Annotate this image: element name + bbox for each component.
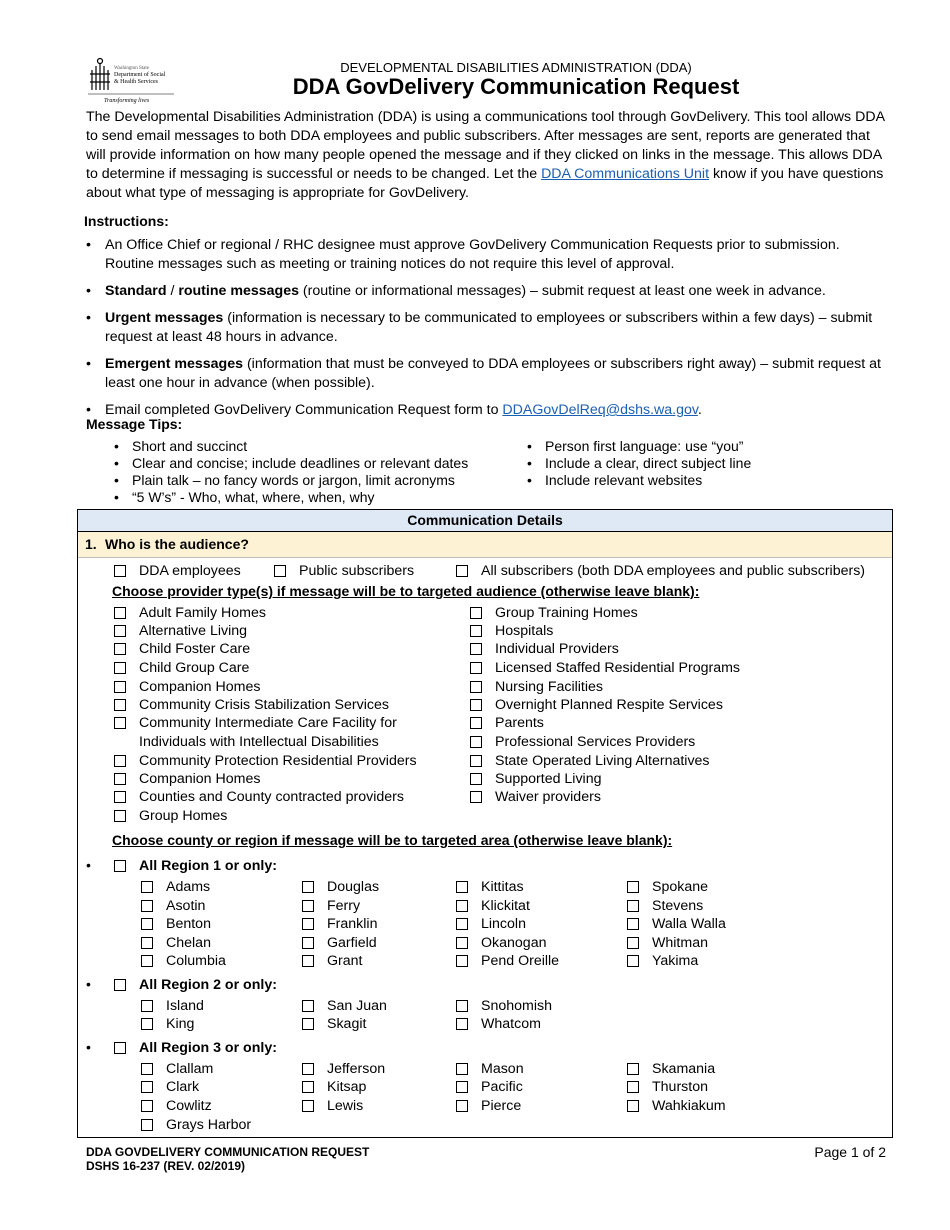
checkbox[interactable] [114,681,126,693]
tip-item: • Clear and concise; include deadlines or relevant dates [114,455,468,472]
provider-option[interactable]: Counties and County contracted providers [114,788,404,806]
checkbox[interactable] [302,1081,314,1093]
audience-option[interactable]: DDA employees [114,562,241,580]
checkbox[interactable] [114,755,126,767]
tip-item: • Person first language: use “you” [527,438,751,455]
checkbox[interactable] [141,937,153,949]
question-audience: 1. Who is the audience? [78,532,892,558]
bullet: • [86,1039,91,1055]
checkbox[interactable] [470,643,482,655]
county-option[interactable]: Kittitas [456,878,524,896]
checkbox[interactable] [141,1081,153,1093]
instruction-item: • Emergent messages (information that must be conveyed to DDA employees or subscribers right away) – submit request at least one hour in advance (when possible). [86,355,886,393]
checkbox[interactable] [627,1081,639,1093]
checkbox[interactable] [114,565,126,577]
provider-option[interactable]: Professional Services Providers [470,733,695,751]
tip-item: • Include relevant websites [527,472,751,489]
provider-option[interactable]: Community Intermediate Care Facility for [114,714,397,732]
tip-item: • Short and succinct [114,438,468,455]
county-option[interactable]: Pacific [456,1078,523,1096]
checkbox[interactable] [141,1100,153,1112]
checkbox[interactable] [141,1000,153,1012]
county-option[interactable]: Walla Walla [627,915,726,933]
region-3-option[interactable]: All Region 3 or only: [114,1039,277,1057]
tips-left-list [114,438,468,506]
county-option[interactable]: Lincoln [456,915,526,933]
county-option[interactable]: Jefferson [302,1060,385,1078]
county-option[interactable]: Kitsap [302,1078,366,1096]
checkbox[interactable] [302,881,314,893]
instruction-item: • An Office Chief or regional / RHC designee must approve GovDelivery Communication Requests prior to submission. Routine messages such as meeting or training notices do not require this level of approval. [86,236,886,274]
checkbox[interactable] [141,881,153,893]
checkbox[interactable] [302,918,314,930]
instruction-item: • Email completed GovDelivery Communication Request form to DDAGovDelReq@dshs.wa.gov. [86,401,886,420]
checkbox[interactable] [470,755,482,767]
county-option[interactable]: Pend Oreille [456,952,559,970]
county-option[interactable]: Cowlitz [141,1097,212,1115]
county-option[interactable]: Okanogan [456,934,546,952]
provider-option[interactable]: Community Crisis Stabilization Services [114,696,389,714]
checkbox[interactable] [627,918,639,930]
county-option[interactable]: Island [141,997,204,1015]
checkbox[interactable] [114,662,126,674]
bullet: • [86,857,91,873]
county-option[interactable]: Franklin [302,915,377,933]
checkbox[interactable] [456,1018,468,1030]
county-option[interactable]: Stevens [627,897,703,915]
county-option[interactable]: San Juan [302,997,387,1015]
checkbox[interactable] [302,937,314,949]
provider-option[interactable]: Waiver providers [470,788,601,806]
checkbox[interactable] [302,900,314,912]
checkbox[interactable] [456,900,468,912]
checkbox[interactable] [302,955,314,967]
form-footer [86,1145,369,1173]
checkbox[interactable] [627,1100,639,1112]
county-option[interactable]: Columbia [141,952,226,970]
provider-option[interactable]: Group Homes [114,807,227,825]
provider-option[interactable]: Group Training Homes [470,604,638,622]
tip-item: • Plain talk – no fancy words or jargon, limit acronyms [114,472,468,489]
intro-paragraph: The Developmental Disabilities Administration (DDA) is using a communications tool through GovDelivery. This tool allows DDA to send email messages to both DDA employees and public subscribers. After messages are sent, reports are generated that will provide information on how many people opened the message and if they clicked on links in the message. This allows DDA to determine if messaging is successful or needs to be changed. Let the DDA Communications Unit know if you have questions about what type of messaging is appropriate for GovDelivery. [86,109,885,201]
svg-text:Transforming lives: Transforming lives [104,98,150,104]
tip-item: • “5 W’s” - Who, what, where, when, why [114,489,468,506]
audience-option[interactable]: Public subscribers [274,562,414,580]
checkbox[interactable] [274,565,286,577]
communications-unit-link[interactable]: DDA Communications Unit [541,166,710,182]
provider-option[interactable]: Companion Homes [114,770,260,788]
county-option[interactable]: Ferry [302,897,360,915]
checkbox[interactable] [470,717,482,729]
county-option[interactable]: Skagit [302,1015,366,1033]
checkbox[interactable] [470,662,482,674]
checkbox[interactable] [302,1018,314,1030]
tip-item: • Include a clear, direct subject line [527,455,751,472]
checkbox[interactable] [141,1018,153,1030]
checkbox[interactable] [141,1119,153,1131]
provider-option[interactable]: Supported Living [470,770,601,788]
checkbox[interactable] [627,900,639,912]
bullet: • [86,976,91,992]
checkbox[interactable] [114,1042,126,1054]
county-option[interactable]: Asotin [141,897,205,915]
checkbox[interactable] [627,881,639,893]
checkbox[interactable] [627,937,639,949]
provider-heading: Choose provider type(s) if message will be to targeted audience (otherwise leave blank): [112,583,700,599]
county-option[interactable]: Adams [141,878,210,896]
county-option[interactable]: Benton [141,915,211,933]
tips-right-list [527,438,751,489]
county-option[interactable]: Mason [456,1060,524,1078]
checkbox[interactable] [627,955,639,967]
provider-option[interactable]: Individual Providers [470,640,619,658]
instruction-item: • Urgent messages (information is necessary to be communicated to employees or subscribers within a few days) – submit request at least 48 hours in advance. [86,309,886,347]
provider-option[interactable]: Child Group Care [114,659,249,677]
county-option[interactable]: Douglas [302,878,379,896]
svg-text:Washington State: Washington State [114,66,150,71]
form-name: DDA GOVDELIVERY COMMUNICATION REQUEST [86,1145,370,1159]
checkbox[interactable] [456,937,468,949]
provider-option[interactable]: Alternative Living [114,622,247,640]
provider-option[interactable]: Companion Homes [114,678,260,696]
county-option[interactable]: Lewis [302,1097,363,1115]
checkbox[interactable] [470,625,482,637]
checkbox[interactable] [114,791,126,803]
county-option[interactable]: Yakima [627,952,698,970]
form-number: DSHS 16-237 (REV. 02/2019) [86,1159,245,1173]
checkbox[interactable] [456,1063,468,1075]
checkbox[interactable] [114,860,126,872]
instructions-list [86,236,886,428]
county-option[interactable]: King [141,1015,194,1033]
provider-option[interactable]: Licensed Staffed Residential Programs [470,659,740,677]
checkbox[interactable] [470,736,482,748]
section-heading: Communication Details [78,510,892,532]
checkbox[interactable] [302,1100,314,1112]
checkbox[interactable] [456,565,468,577]
county-option[interactable]: Skamania [627,1060,715,1078]
county-option[interactable]: Spokane [627,878,708,896]
checkbox[interactable] [470,699,482,711]
provider-option-continued: Individuals with Intellectual Disabilities [139,734,379,750]
county-option[interactable]: Garfield [302,934,377,952]
county-option[interactable]: Snohomish [456,997,552,1015]
checkbox[interactable] [141,900,153,912]
checkbox[interactable] [456,881,468,893]
provider-option[interactable]: Nursing Facilities [470,678,603,696]
tips-heading: Message Tips: [86,416,183,432]
checkbox[interactable] [627,1063,639,1075]
page-title: DDA GovDelivery Communication Request [292,74,740,99]
checkbox[interactable] [302,1063,314,1075]
county-option[interactable]: Thurston [627,1078,708,1096]
county-option[interactable]: Whatcom [456,1015,541,1033]
audience-option[interactable]: All subscribers (both DDA employees and public subscribers) [456,562,865,580]
page-number: Page 1 of 2 [814,1144,886,1160]
county-option[interactable]: Grant [302,952,362,970]
checkbox[interactable] [470,607,482,619]
instructions-heading: Instructions: [84,213,169,229]
county-option[interactable]: Pierce [456,1097,521,1115]
checkbox[interactable] [141,1063,153,1075]
region-2-option[interactable]: All Region 2 or only: [114,976,277,994]
checkbox[interactable] [114,643,126,655]
email-link[interactable]: DDAGovDelReq@dshs.wa.gov [502,402,698,418]
checkbox[interactable] [456,955,468,967]
checkbox[interactable] [302,1000,314,1012]
checkbox[interactable] [456,1081,468,1093]
checkbox[interactable] [456,918,468,930]
checkbox[interactable] [114,773,126,785]
county-option[interactable]: Clark [141,1078,199,1096]
checkbox[interactable] [470,681,482,693]
county-heading: Choose county or region if message will be to targeted area (otherwise leave blank): [112,832,673,848]
provider-option[interactable]: State Operated Living Alternatives [470,752,710,770]
checkbox[interactable] [114,717,126,729]
county-option[interactable]: Wahkiakum [627,1097,726,1115]
checkbox[interactable] [470,773,482,785]
checkbox[interactable] [114,625,126,637]
agency-name: DEVELOPMENTAL DISABILITIES ADMINISTRATION (DDA) [340,60,692,75]
checkbox[interactable] [114,699,126,711]
county-option[interactable]: Grays Harbor [141,1116,251,1134]
checkbox[interactable] [141,955,153,967]
checkbox[interactable] [141,918,153,930]
region-1-option[interactable]: All Region 1 or only: [114,857,277,875]
provider-option[interactable]: Overnight Planned Respite Services [470,696,723,714]
checkbox[interactable] [470,791,482,803]
checkbox[interactable] [456,1100,468,1112]
svg-text:Department of Social: Department of Social [114,72,166,78]
provider-option[interactable]: Parents [470,714,544,732]
provider-option[interactable]: Adult Family Homes [114,604,266,622]
provider-option[interactable]: Child Foster Care [114,640,250,658]
instruction-item: • Standard / routine messages (routine or informational messages) – submit request at least one week in advance. [86,282,886,301]
provider-option[interactable]: Hospitals [470,622,553,640]
checkbox[interactable] [456,1000,468,1012]
svg-text:& Health Services: & Health Services [114,79,158,85]
checkbox[interactable] [114,607,126,619]
checkbox[interactable] [114,979,126,991]
county-option[interactable]: Klickitat [456,897,530,915]
county-option[interactable]: Clallam [141,1060,213,1078]
checkbox[interactable] [114,810,126,822]
county-option[interactable]: Chelan [141,934,211,952]
county-option[interactable]: Whitman [627,934,708,952]
provider-option[interactable]: Community Protection Residential Providers [114,752,417,770]
